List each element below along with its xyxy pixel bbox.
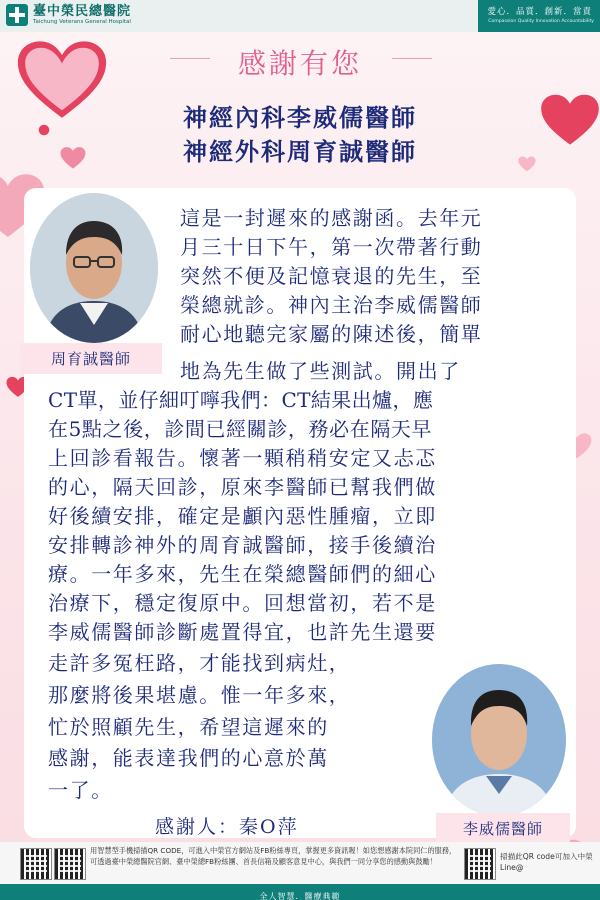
letter-line: 耐心地聽完家屬的陳述後，簡單 (180, 322, 483, 346)
qr-code-line[interactable] (464, 848, 496, 880)
heart-icon (38, 124, 50, 136)
letter-line: 地為先生做了些測試。開出了 (180, 359, 461, 383)
doctor-photo (432, 664, 566, 816)
doctor-label-1: 周育誠醫師 (20, 343, 162, 374)
hospital-logo (6, 4, 131, 26)
hospital-name: 臺中榮民總醫院 (33, 3, 132, 19)
letter-line: 一了。 (48, 778, 113, 802)
letter-line: 這是一封遲來的感謝函。去年元 (180, 206, 483, 230)
heart-icon (16, 38, 108, 122)
letter-line: 榮總就診。神內主治李威儒醫師 (180, 293, 483, 317)
page-title: 感謝有您 (237, 47, 362, 80)
core-values-cn: 愛心．品質．創新．當責 (487, 7, 592, 17)
letter-line: 走許多冤枉路，才能找到病灶， (48, 651, 351, 675)
header (0, 0, 600, 32)
doctor-label-2: 李威儒醫師 (436, 813, 570, 844)
hospital-name-en: Taichung Veterans General Hospital (33, 18, 131, 25)
letter-line: 月三十日下午，第一次帶著行動 (180, 235, 483, 259)
footer-bar (0, 884, 600, 900)
title-ribbon (175, 42, 425, 78)
letter-line: 李威儒醫師診斷處置得宜，也許先生還要 (48, 620, 437, 644)
subtitle-line-2: 神經外科周育誠醫師 (183, 137, 417, 166)
letter-line: 好後續安排，確定是顱內惡性腫瘤，立即 (48, 504, 437, 528)
hospital-cross-icon (6, 4, 28, 26)
footer-info-text: 用智慧型手機掃描QR CODE，可進入中榮官方網站及FB粉絲專頁，掌握更多資訊喔！如您想感謝本院同仁的服務，可透過臺中榮總醫院官網、臺中榮總FB粉絲團、首長信箱及顧客意見中心，與我們一同分享您的感動與鼓勵！ (90, 846, 457, 866)
line-qr-text: 掃描此QR code可加入中榮Line@ (500, 852, 593, 872)
subtitle-line-1: 神經內科李威儒醫師 (183, 103, 417, 132)
letter-line: 治療下，穩定復原中。回想當初，若不是 (48, 591, 437, 615)
heart-icon (518, 156, 536, 172)
letter-line: 忙於照顧先生，希望這遲來的 (48, 715, 329, 739)
letter-line: 突然不便及記憶衰退的先生，至 (180, 264, 483, 288)
letter-line: 安排轉診神外的周育誠醫師，接手後續治 (48, 533, 437, 557)
letter-line: 療。一年多來，先生在榮總醫師們的細心 (48, 562, 437, 586)
footer-slogan: 全人智慧．醫療典範 (259, 892, 341, 900)
letter-line: 的心，隔天回診，原來李醫師已幫我們做 (48, 475, 437, 499)
letter-line: 在5點之後，診間已經關診，務必在隔天早 (48, 417, 433, 441)
qr-code-website[interactable] (20, 848, 52, 880)
doctor-photo (30, 193, 158, 343)
footer-info (0, 842, 600, 884)
letter-line: 那麼將後果堪慮。惟一年多來， (48, 683, 351, 707)
letter-line: 上回診看報告。懷著一顆稍稍安定又忐忑 (48, 446, 437, 470)
letter-line: CT單，並仔細叮嚀我們：CT結果出爐，應 (48, 388, 434, 412)
qr-code-facebook[interactable] (54, 848, 86, 880)
heart-icon (540, 92, 600, 148)
heart-icon (60, 146, 86, 170)
core-values-panel (478, 0, 600, 32)
letter-line: 感謝，能表達我們的心意於萬 (48, 746, 329, 770)
core-values-en: Compassion Quality Innovation Accountability (488, 19, 594, 24)
signature: 感謝人：秦O萍 (155, 816, 299, 838)
